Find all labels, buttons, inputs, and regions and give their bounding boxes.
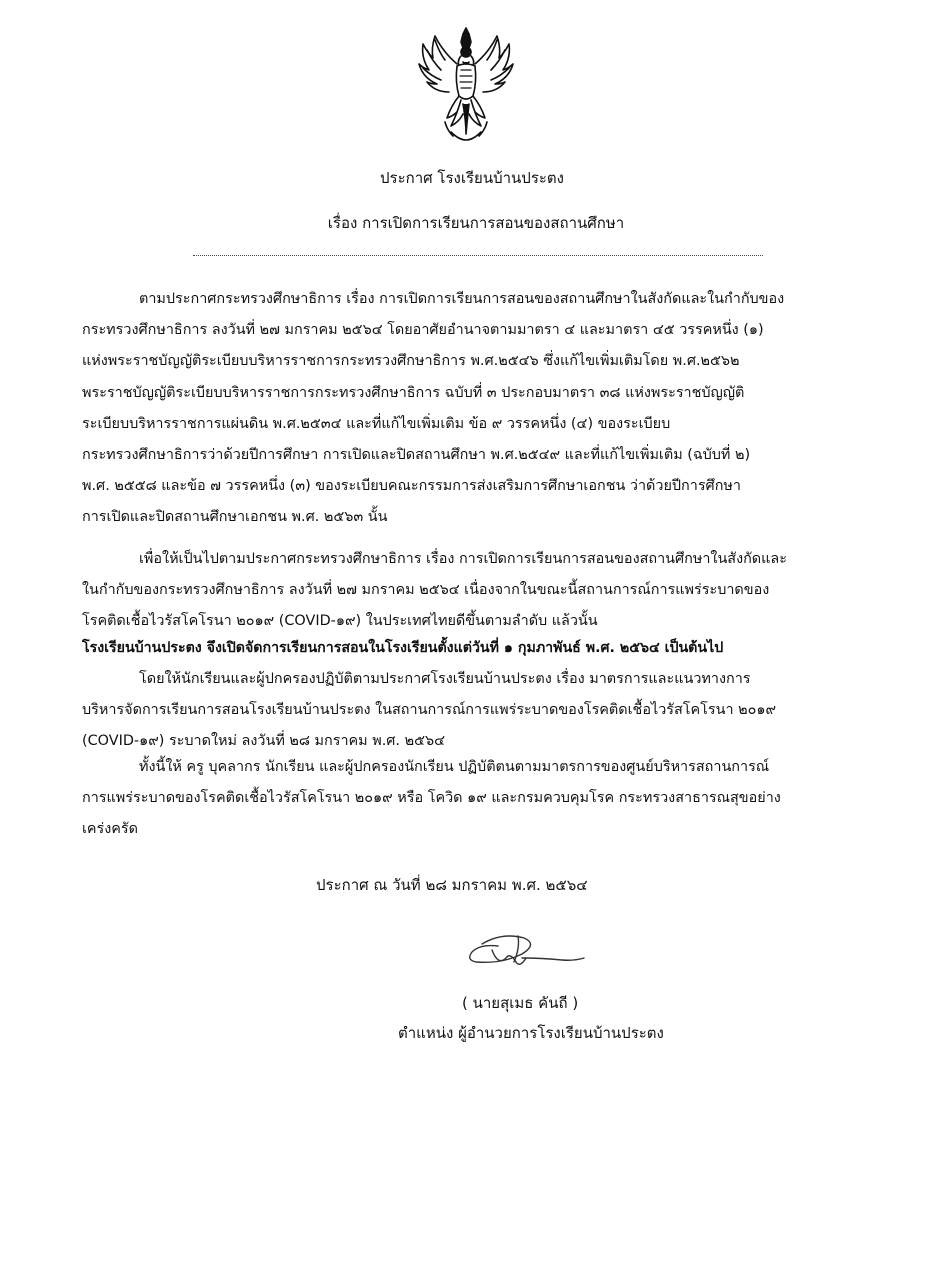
paragraph-line: กระทรวงศึกษาธิการว่าด้วยปีการศึกษา การเปิดและปิดสถานศึกษา พ.ศ.๒๕๔๙ และที่แก้ไขเพิ่มเติม (ฉบับที่ ๒) (82, 447, 751, 464)
paragraph-line: พ.ศ. ๒๕๕๘ และข้อ ๗ วรรคหนึ่ง (๓) ของระเบียบคณะกรรมการส่งเสริมการศึกษาเอกชน ว่าด้วยปีการศึกษา (82, 478, 741, 495)
body-paragraph-2 (82, 544, 862, 638)
paragraph-line: ทั้งนี้ให้ ครู บุคลากร นักเรียน และผู้ปกครองนักเรียน ปฏิบัติตนตามมาตรการของศูนย์บริหารสถานการณ์ (139, 759, 770, 775)
announcement-subject: เรื่อง การเปิดการเรียนการสอนของสถานศึกษา (327, 214, 625, 232)
body-paragraph-4 (82, 752, 862, 846)
paragraph-line: โดยให้นักเรียนและผู้ปกครองปฏิบัติตามประกาศโรงเรียนบ้านประตง เรื่อง มาตรการและแนวทางการ (139, 671, 751, 687)
announcement-title: ประกาศ โรงเรียนบ้านประตง (380, 169, 564, 187)
paragraph-line: ในกำกับของกระทรวงศึกษาธิการ ลงวันที่ ๒๗ มกราคม ๒๕๖๔ เนื่องจากในขณะนี้สถานการณ์การแพร่ระบาดของ (82, 582, 770, 599)
paragraph-line: โรคติดเชื้อไวรัสโคโรนา ๒๐๑๙ (COVID-๑๙) ในประเทศไทยดีขึ้นตามลำดับ แล้วนั้น (82, 613, 598, 630)
paragraph-line: การเปิดและปิดสถานศึกษาเอกชน พ.ศ. ๒๕๖๓ นั้น (82, 509, 388, 526)
paragraph-line: ตามประกาศกระทรวงศึกษาธิการ เรื่อง การเปิดการเรียนการสอนของสถานศึกษาในสังกัดและในกำกับของ (139, 291, 785, 307)
paragraph-line: พระราชบัญญัติระเบียบบริหารราชการกระทรวงศึกษาธิการ ฉบับที่ ๓ ประกอบมาตรา ๓๘ แห่งพระราชบัญญัติ (82, 384, 745, 401)
paragraph-line: กระทรวงศึกษาธิการ ลงวันที่ ๒๗ มกราคม ๒๕๖๔ โดยอาศัยอำนาจตามมาตรา ๔ และมาตรา ๔๕ วรรคหนึ่ง (๑) (82, 322, 764, 339)
announcement-date: ประกาศ ณ วันที่ ๒๘ มกราคม พ.ศ. ๒๕๖๔ (316, 876, 588, 894)
garuda-emblem-icon (417, 22, 515, 142)
paragraph-line: เพื่อให้เป็นไปตามประกาศกระทรวงศึกษาธิการ เรื่อง การเปิดการเรียนการสอนของสถานศึกษาในสังกัดและ (139, 551, 787, 567)
paragraph-line: เคร่งครัด (82, 821, 139, 838)
paragraph-line: (COVID-๑๙) ระบาดใหม่ ลงวันที่ ๒๘ มกราคม พ.ศ. ๒๕๖๔ (82, 733, 445, 750)
paragraph-line: ระเบียบบริหารราชการแผ่นดิน พ.ศ.๒๕๓๔ และที่แก้ไขเพิ่มเติม ข้อ ๙ วรรคหนึ่ง (๔) ของระเบียบ (82, 415, 671, 432)
paragraph-line: แห่งพระราชบัญญัติระเบียบบริหารราชการกระทรวงศึกษาธิการ พ.ศ.๒๕๔๖ ซึ่งแก้ไขเพิ่มเติมโดย พ.ศ.๒๕๖๒ (82, 353, 740, 370)
paragraph-line: การแพร่ระบาดของโรคติดเชื้อไวรัสโคโรนา ๒๐๑๙ หรือ โควิด ๑๙ และกรมควบคุมโรค กระทรวงสาธารณสุขอย่าง (82, 790, 781, 807)
dotted-divider (193, 255, 763, 256)
handwritten-signature (462, 928, 588, 978)
opening-date-statement: โรงเรียนบ้านประตง จึงเปิดจัดการเรียนการสอนในโรงเรียนตั้งแต่วันที่ ๑ กุมภาพันธ์ พ.ศ. ๒๕๖๔ เป็นต้นไป (82, 640, 724, 656)
body-paragraph-1 (82, 284, 862, 534)
signer-position: ตำแหน่ง ผู้อำนวยการโรงเรียนบ้านประตง (398, 1024, 664, 1042)
signer-name: ( นายสุเมธ คันถี ) (462, 994, 579, 1012)
body-paragraph-3 (82, 664, 862, 758)
paragraph-line: บริหารจัดการเรียนการสอนโรงเรียนบ้านประตง ในสถานการณ์การแพร่ระบาดของโรคติดเชื้อไวรัสโคโรนา ๒๐๑๙ (82, 702, 777, 719)
